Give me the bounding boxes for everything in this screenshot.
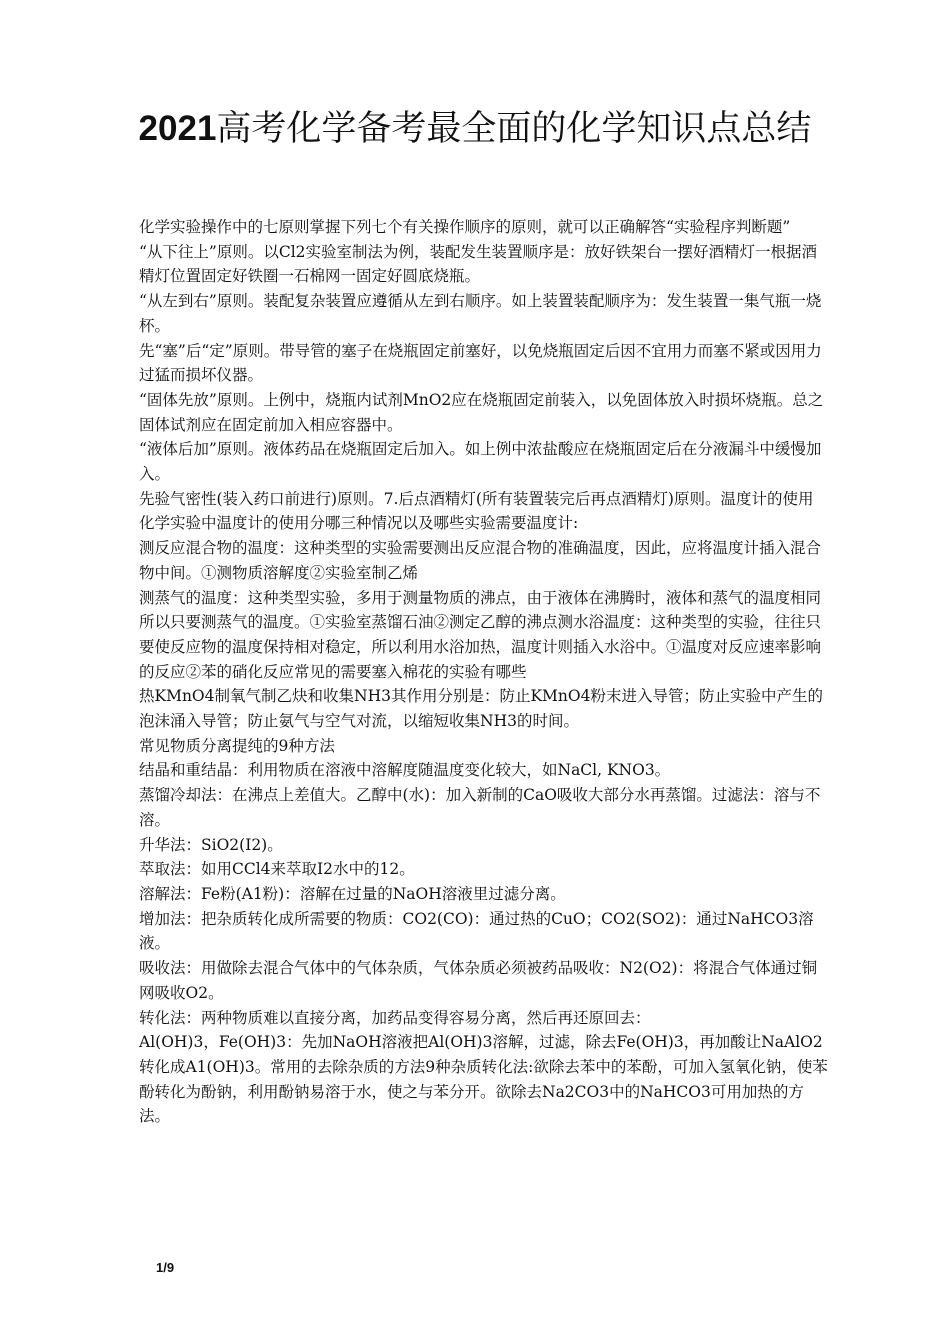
paragraph: 化学实验中温度计的使用分哪三种情况以及哪些实验需要温度计: xyxy=(139,514,579,533)
paragraph: 测蒸气的温度：这种类型实验，多用于测量物质的沸点，由于液体在沸腾时，液体和蒸气的温度相同所以只要测蒸气的温度。①实验室蒸馏石油②测定乙醇的沸点测水浴温度：这种类型的实验，往往只要使反应物的温度保持相对稳定，所以利用水浴加热，温度计则插入水浴中。①温度对反应速率影响的反应②苯的硝化反应常见的需要塞入棉花的实验有哪些 xyxy=(139,588,822,681)
paragraph: “从下往上”原则。以Cl2实验室制法为例，装配发生装置顺序是：放好铁架台一摆好酒精灯一根据酒精灯位置固定好铁圈一石棉网一固定好圆底烧瓶。 xyxy=(139,242,818,286)
paragraph: “液体后加”原则。液体药品在烧瓶固定后加入。如上例中浓盐酸应在烧瓶固定后在分液漏斗中缓慢加入。 xyxy=(139,440,822,484)
paragraph: Al(OH)3，Fe(OH)3：先加NaOH溶液把Al(OH)3溶解，过滤，除去Fe(OH)3，再加酸让NaAlO2转化成A1(OH)3。常用的去除杂质的方法9种杂质转化法:欲除去苯中的苯酚，可加入氢氧化钠，使苯酚转化为酚钠，利用酚钠易溶于水，使之与苯分开。欲除去Na2CO3中的NaHCO3可用加热的方法。 xyxy=(139,1033,828,1126)
paragraph: 先验气密性(装入药口前进行)原则。7.后点酒精灯(所有装置装完后再点酒精灯)原则。温度计的使用 xyxy=(139,489,814,508)
title-year: 2021 xyxy=(138,109,217,148)
title-text: 高考化学备考最全面的化学知识点总结 xyxy=(216,109,812,149)
paragraph: 增加法：把杂质转化成所需要的物质：CO2(CO)：通过热的CuO；CO2(SO2)：通过NaHCO3溶液。 xyxy=(139,909,814,953)
paragraph: 蒸馏冷却法：在沸点上差值大。乙醇中(水)：加入新制的CaO吸收大部分水再蒸馏。过滤法：溶与不溶。 xyxy=(139,786,821,829)
paragraph: 升华法：SiO2(I2)。 xyxy=(139,835,283,854)
page-title xyxy=(100,104,850,154)
paragraph: 转化法：两种物质难以直接分离，加药品变得容易分离，然后再还原回去： xyxy=(139,1008,651,1027)
paragraph: 热KMnO4制氧气制乙炔和收集NH3其作用分别是：防止KMnO4粉末进入导管；防止实验中产生的泡沫涌入导管；防止氨气与空气对流，以缩短收集NH3的时间。 xyxy=(139,687,823,731)
paragraph: 溶解法：Fe粉(A1粉)：溶解在过量的NaOH溶液里过滤分离。 xyxy=(139,884,566,903)
paragraph: 化学实验操作中的七原则掌握下列七个有关操作顺序的原则，就可以正确解答“实验程序判断题” xyxy=(139,218,791,236)
document-body xyxy=(139,215,829,1129)
paragraph: “从左到右”原则。装配复杂装置应遵循从左到右顺序。如上装置装配顺序为：发生装置一集气瓶一烧杯。 xyxy=(139,292,822,335)
paragraph: 测反应混合物的温度：这种类型的实验需要测出反应混合物的准确温度，因此，应将温度计插入混合物中间。①测物质溶解度②实验室制乙烯 xyxy=(139,539,822,582)
paragraph: 吸收法：用做除去混合气体中的气体杂质，气体杂质必须被药品吸收：N2(O2)：将混合气体通过铜网吸收O2。 xyxy=(139,959,818,1002)
paragraph: 先“塞”后“定”原则。带导管的塞子在烧瓶固定前塞好，以免烧瓶固定后因不宜用力而塞不紧或因用力过猛而损坏仪器。 xyxy=(139,341,822,385)
page-number: 1/9 xyxy=(156,1260,175,1275)
paragraph: 萃取法：如用CCl4来萃取I2水中的12。 xyxy=(139,860,415,879)
paragraph: 结晶和重结晶：利用物质在溶液中溶解度随温度变化较大，如NaCl, KNO3。 xyxy=(139,761,671,780)
paragraph: 常见物质分离提纯的9种方法 xyxy=(139,736,335,755)
paragraph: “固体先放”原则。上例中，烧瓶内试剂MnO2应在烧瓶固定前装入，以免固体放入时损坏烧瓶。总之固体试剂应在固定前加入相应容器中。 xyxy=(139,390,824,434)
